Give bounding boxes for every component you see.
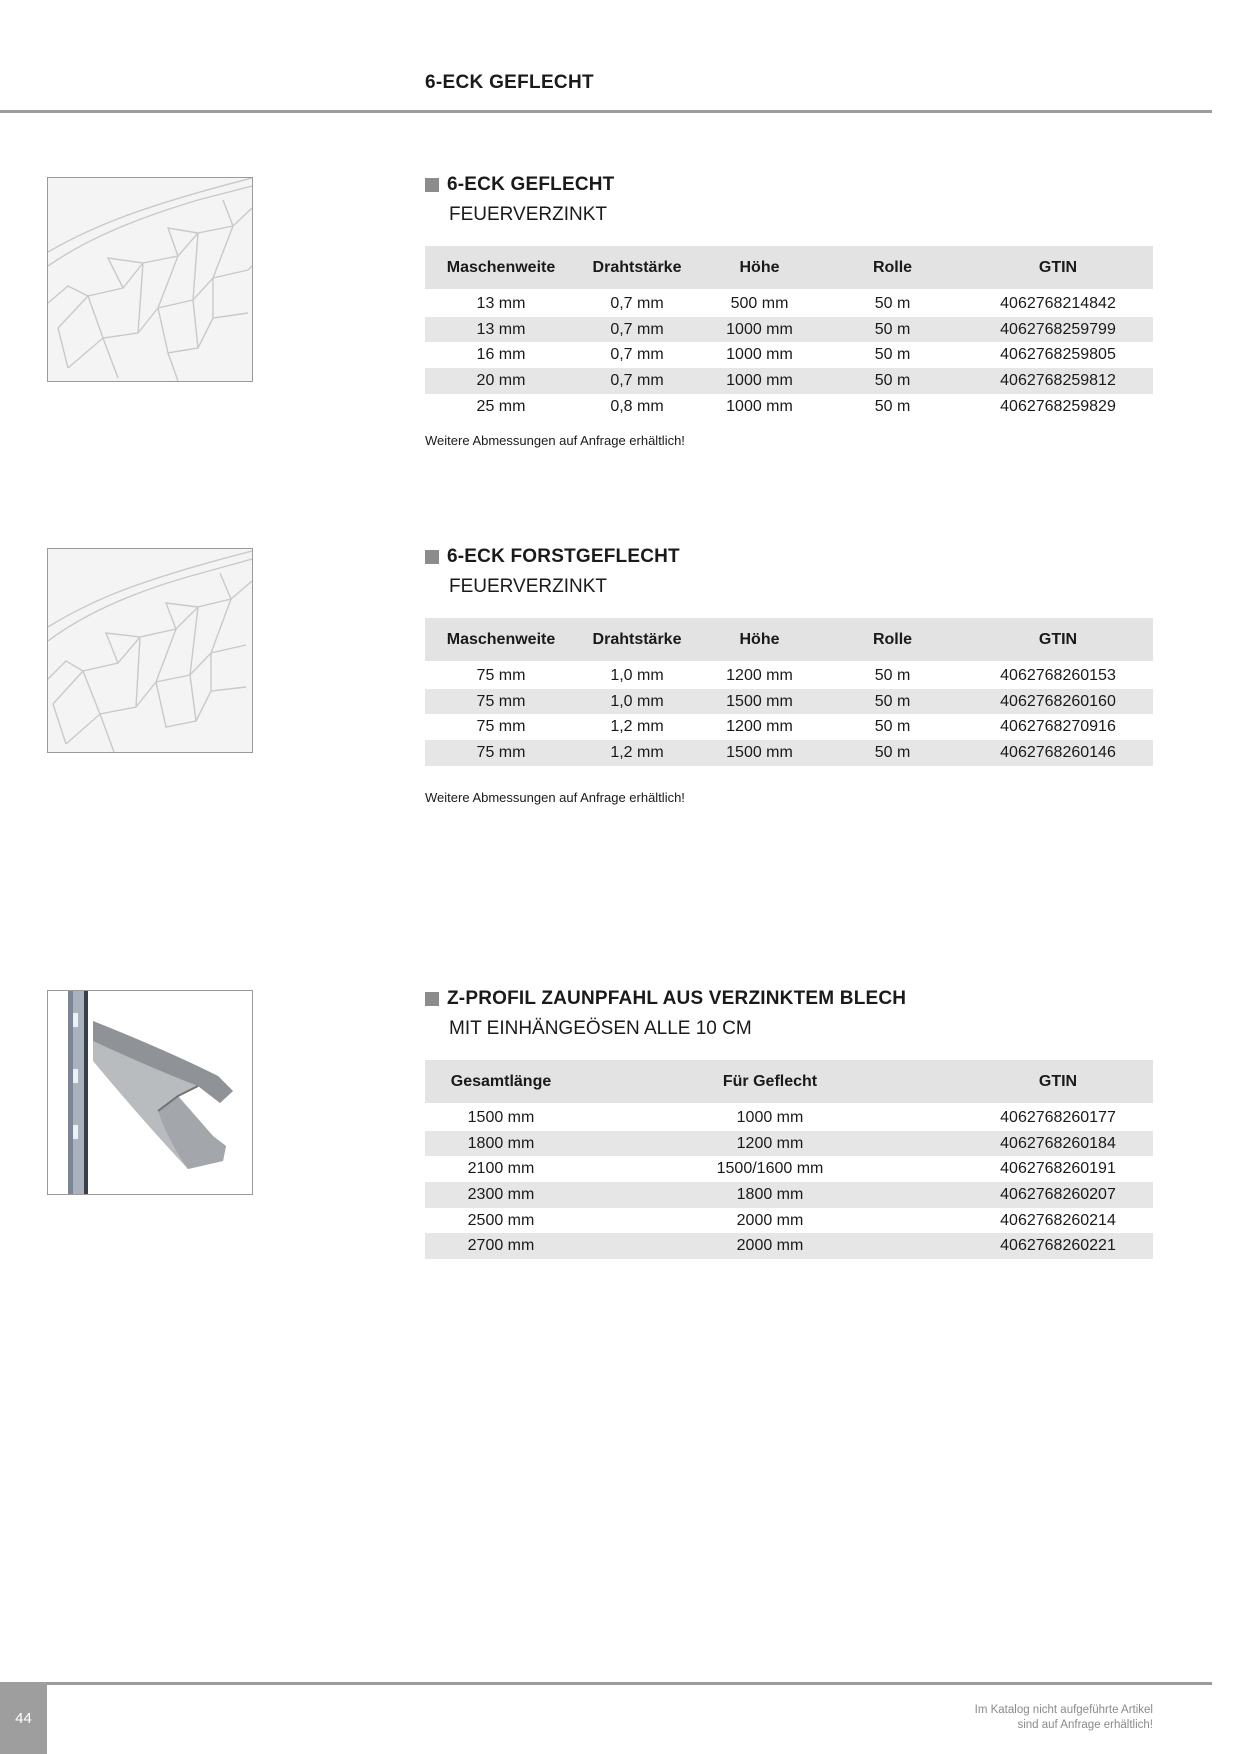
table-cell: 75 mm (425, 689, 577, 715)
table-cell: 1200 mm (726, 718, 793, 736)
table-cell: 75 mm (476, 718, 526, 736)
footer-note-line: Im Katalog nicht aufgeführte Artikel (974, 1704, 1153, 1716)
table-cell: 1,0 mm (610, 666, 664, 684)
footer-divider (0, 1682, 1212, 1685)
table-cell: 0,7 mm (610, 294, 664, 312)
table-cell: 50 m (874, 666, 911, 684)
table-cell: 13 mm (425, 317, 577, 343)
table-row (425, 317, 1153, 343)
column-header: Maschenweite (425, 618, 577, 662)
table-cell: 1,2 mm (577, 740, 697, 766)
section-title (425, 546, 1153, 568)
table-cell: 500 mm (730, 294, 789, 312)
column-header: Drahtstärke (577, 618, 697, 662)
column-header: Rolle (822, 618, 963, 662)
header-divider (0, 110, 1212, 113)
square-bullet-icon (425, 992, 439, 1006)
spec-table (425, 618, 1153, 766)
table-row (425, 368, 1153, 394)
table-row (425, 1156, 1153, 1182)
table-cell: 4062768259829 (1000, 397, 1116, 415)
table-cell: 13 mm (476, 294, 526, 312)
table-header-row (425, 246, 1153, 290)
table-cell: 4062768260207 (963, 1182, 1153, 1208)
column-header: Gesamtlänge (425, 1060, 577, 1104)
table-cell: 25 mm (476, 397, 526, 415)
table-header-row (425, 1060, 1153, 1104)
section-title (425, 174, 1153, 196)
table-cell: 1800 mm (577, 1182, 963, 1208)
table-cell: 1200 mm (577, 1131, 963, 1157)
table-row (425, 1182, 1153, 1208)
page-number-box (0, 1682, 47, 1754)
section-title-text: 6-ECK FORSTGEFLECHT (447, 546, 680, 567)
column-header: Maschenweite (425, 246, 577, 290)
hex-mesh-illustration (48, 549, 252, 752)
forest-mesh-image (47, 548, 253, 753)
table-cell: 50 m (822, 317, 963, 343)
page-number: 44 (15, 1709, 32, 1727)
table-cell: 0,8 mm (610, 397, 664, 415)
column-header: Für Geflecht (577, 1060, 963, 1104)
footer-note (975, 1703, 1153, 1733)
table-cell: 1,2 mm (610, 718, 664, 736)
table-cell: 1000 mm (726, 397, 793, 415)
fence-post-illustration (48, 991, 252, 1194)
availability-note: Weitere Abmessungen auf Anfrage erhältlich! (425, 789, 685, 805)
table-cell: 16 mm (476, 346, 526, 364)
table-cell: 0,7 mm (577, 368, 697, 394)
table-cell: 4062768260177 (1000, 1108, 1116, 1126)
table-cell: 4062768259812 (963, 368, 1153, 394)
table-cell: 2000 mm (577, 1233, 963, 1259)
column-header: Höhe (697, 618, 822, 662)
table-cell: 50 m (822, 689, 963, 715)
table-cell: 2700 mm (425, 1233, 577, 1259)
table-cell: 4062768260146 (963, 740, 1153, 766)
table-cell: 4062768270916 (1000, 718, 1116, 736)
hex-mesh-illustration (48, 178, 252, 381)
table-cell: 1,0 mm (577, 689, 697, 715)
table-cell: 1000 mm (697, 368, 822, 394)
table-row (425, 1104, 1153, 1131)
table-cell: 50 m (874, 397, 911, 415)
table-cell: 1500 mm (697, 740, 822, 766)
table-header-row (425, 618, 1153, 662)
column-header: GTIN (963, 618, 1153, 662)
table-cell: 1000 mm (726, 346, 793, 364)
column-header: GTIN (963, 246, 1153, 290)
table-cell: 1500 mm (697, 689, 822, 715)
table-cell: 50 m (822, 368, 963, 394)
table-cell: 1500/1600 mm (716, 1160, 824, 1178)
table-cell: 4062768260221 (963, 1233, 1153, 1259)
availability-note: Weitere Abmessungen auf Anfrage erhältlich! (425, 433, 685, 449)
table-cell: 75 mm (425, 740, 577, 766)
table-cell: 50 m (874, 346, 911, 364)
table-cell: 4062768259805 (1000, 346, 1116, 364)
product-section-forest-mesh (425, 546, 1153, 805)
table-cell: 4062768260153 (1000, 666, 1116, 684)
table-cell: 1200 mm (726, 666, 793, 684)
column-header: Höhe (697, 246, 822, 290)
table-cell: 2300 mm (425, 1182, 577, 1208)
table-cell: 1000 mm (697, 317, 822, 343)
table-row (425, 714, 1153, 740)
table-cell: 1000 mm (736, 1108, 804, 1126)
table-cell: 0,7 mm (610, 346, 664, 364)
footer-note-line: sind auf Anfrage erhältlich! (1017, 1719, 1153, 1731)
table-cell: 1800 mm (425, 1131, 577, 1157)
table-row (425, 342, 1153, 368)
section-subtitle: FEUERVERZINKT (449, 576, 608, 597)
square-bullet-icon (425, 550, 439, 564)
table-row (425, 1131, 1153, 1157)
page-header-title: 6-ECK GEFLECHT (425, 72, 594, 93)
table-cell: 4062768260184 (963, 1131, 1153, 1157)
table-cell: 2000 mm (736, 1211, 804, 1229)
section-title-text: 6-ECK GEFLECHT (447, 174, 615, 195)
table-cell: 75 mm (476, 666, 526, 684)
section-title (425, 988, 1153, 1010)
table-row (425, 662, 1153, 689)
product-section-hex-mesh (425, 174, 1153, 448)
table-cell: 2100 mm (467, 1160, 535, 1178)
table-row (425, 740, 1153, 766)
table-row (425, 689, 1153, 715)
square-bullet-icon (425, 178, 439, 192)
spec-table (425, 246, 1153, 419)
table-row (425, 394, 1153, 420)
hex-mesh-image (47, 177, 253, 382)
column-header: GTIN (963, 1060, 1153, 1104)
z-profile-post-image (47, 990, 253, 1195)
table-cell: 4062768260191 (1000, 1160, 1116, 1178)
table-cell: 50 m (874, 718, 911, 736)
column-header: Drahtstärke (577, 246, 697, 290)
table-cell: 2500 mm (467, 1211, 535, 1229)
table-row (425, 1208, 1153, 1234)
table-cell: 4062768260160 (963, 689, 1153, 715)
table-cell: 20 mm (425, 368, 577, 394)
table-cell: 0,7 mm (577, 317, 697, 343)
table-row (425, 1233, 1153, 1259)
table-cell: 1500 mm (467, 1108, 535, 1126)
spec-table (425, 1060, 1153, 1259)
product-section-z-profile (425, 988, 1153, 1259)
column-header: Rolle (822, 246, 963, 290)
section-subtitle: MIT EINHÄNGEÖSEN ALLE 10 CM (449, 1018, 752, 1039)
table-cell: 4062768259799 (963, 317, 1153, 343)
table-cell: 50 m (874, 294, 911, 312)
section-subtitle: FEUERVERZINKT (449, 204, 608, 225)
table-cell: 50 m (822, 740, 963, 766)
section-title-text: Z-PROFIL ZAUNPFAHL AUS VERZINKTEM BLECH (447, 988, 907, 1009)
table-cell: 4062768214842 (1000, 294, 1116, 312)
table-cell: 4062768260214 (1000, 1211, 1116, 1229)
table-row (425, 290, 1153, 317)
